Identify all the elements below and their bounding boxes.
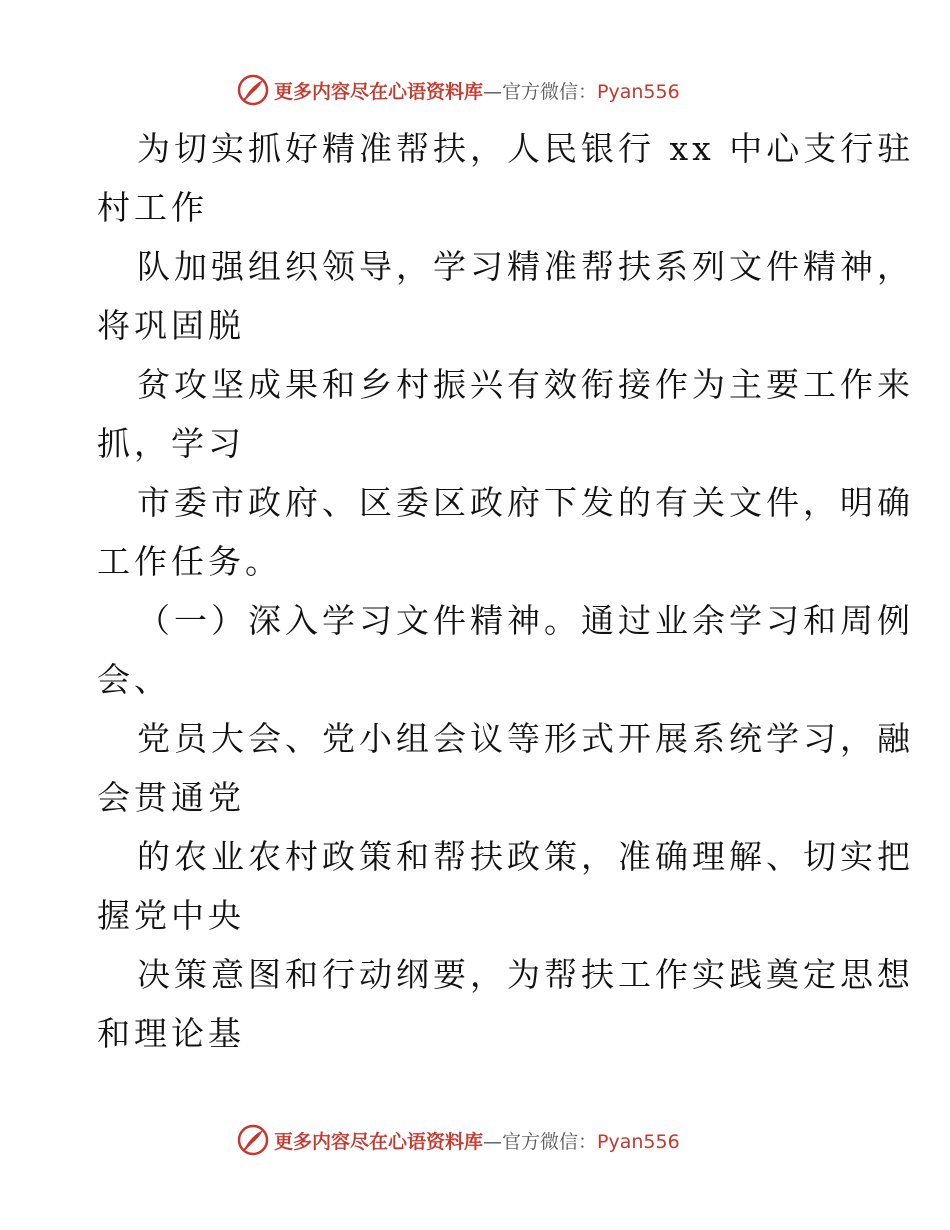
text-line: 决策意图和行动纲要，为帮扶工作实践奠定思想: [137, 955, 914, 994]
text-line: （一）深入学习文件精神。通过业余学习和周例: [137, 601, 914, 640]
feather-pen-logo-icon: [236, 1123, 270, 1157]
watermark-text: [274, 77, 680, 104]
watermark-text: [274, 1127, 680, 1154]
watermark-wechat-label: 官方微信：: [502, 1130, 598, 1153]
document-body: [97, 119, 915, 1063]
text-line: 的农业农村政策和帮扶政策，准确理解、切实把: [137, 837, 914, 876]
watermark-wechat-label: 官方微信：: [502, 80, 598, 103]
watermark-wechat-handle: Pyan556: [597, 1130, 680, 1153]
text-line: 将巩固脱: [97, 306, 245, 345]
text-line: 握党中央: [97, 896, 245, 935]
text-line: 市委市政府、区委区政府下发的有关文件，明确: [137, 483, 914, 522]
text-line: 会、: [97, 660, 171, 699]
watermark-banner-bottom: [236, 1122, 716, 1158]
text-line: 抓，学习: [97, 424, 245, 463]
text-line: 和理论基: [97, 1014, 245, 1053]
watermark-main-text: 更多内容尽在心语资料库: [274, 1130, 484, 1153]
text-line: 为切实抓好精准帮扶，人民银行 xx 中心支行驻: [137, 129, 915, 168]
text-line: 会贯通党: [97, 778, 245, 817]
watermark-separator: —: [483, 80, 503, 103]
text-line: 工作任务。: [97, 542, 282, 581]
watermark-main-text: 更多内容尽在心语资料库: [274, 80, 484, 103]
watermark-separator: —: [483, 1130, 503, 1153]
text-line: 党员大会、党小组会议等形式开展系统学习，融: [137, 719, 914, 758]
watermark-wechat-handle: Pyan556: [597, 80, 680, 103]
text-line: 队加强组织领导，学习精准帮扶系列文件精神，: [137, 247, 914, 286]
text-line: 贫攻坚成果和乡村振兴有效衔接作为主要工作来: [137, 365, 914, 404]
watermark-banner-top: [236, 72, 716, 108]
feather-pen-logo-icon: [236, 73, 270, 107]
text-line: 村工作: [97, 188, 208, 227]
